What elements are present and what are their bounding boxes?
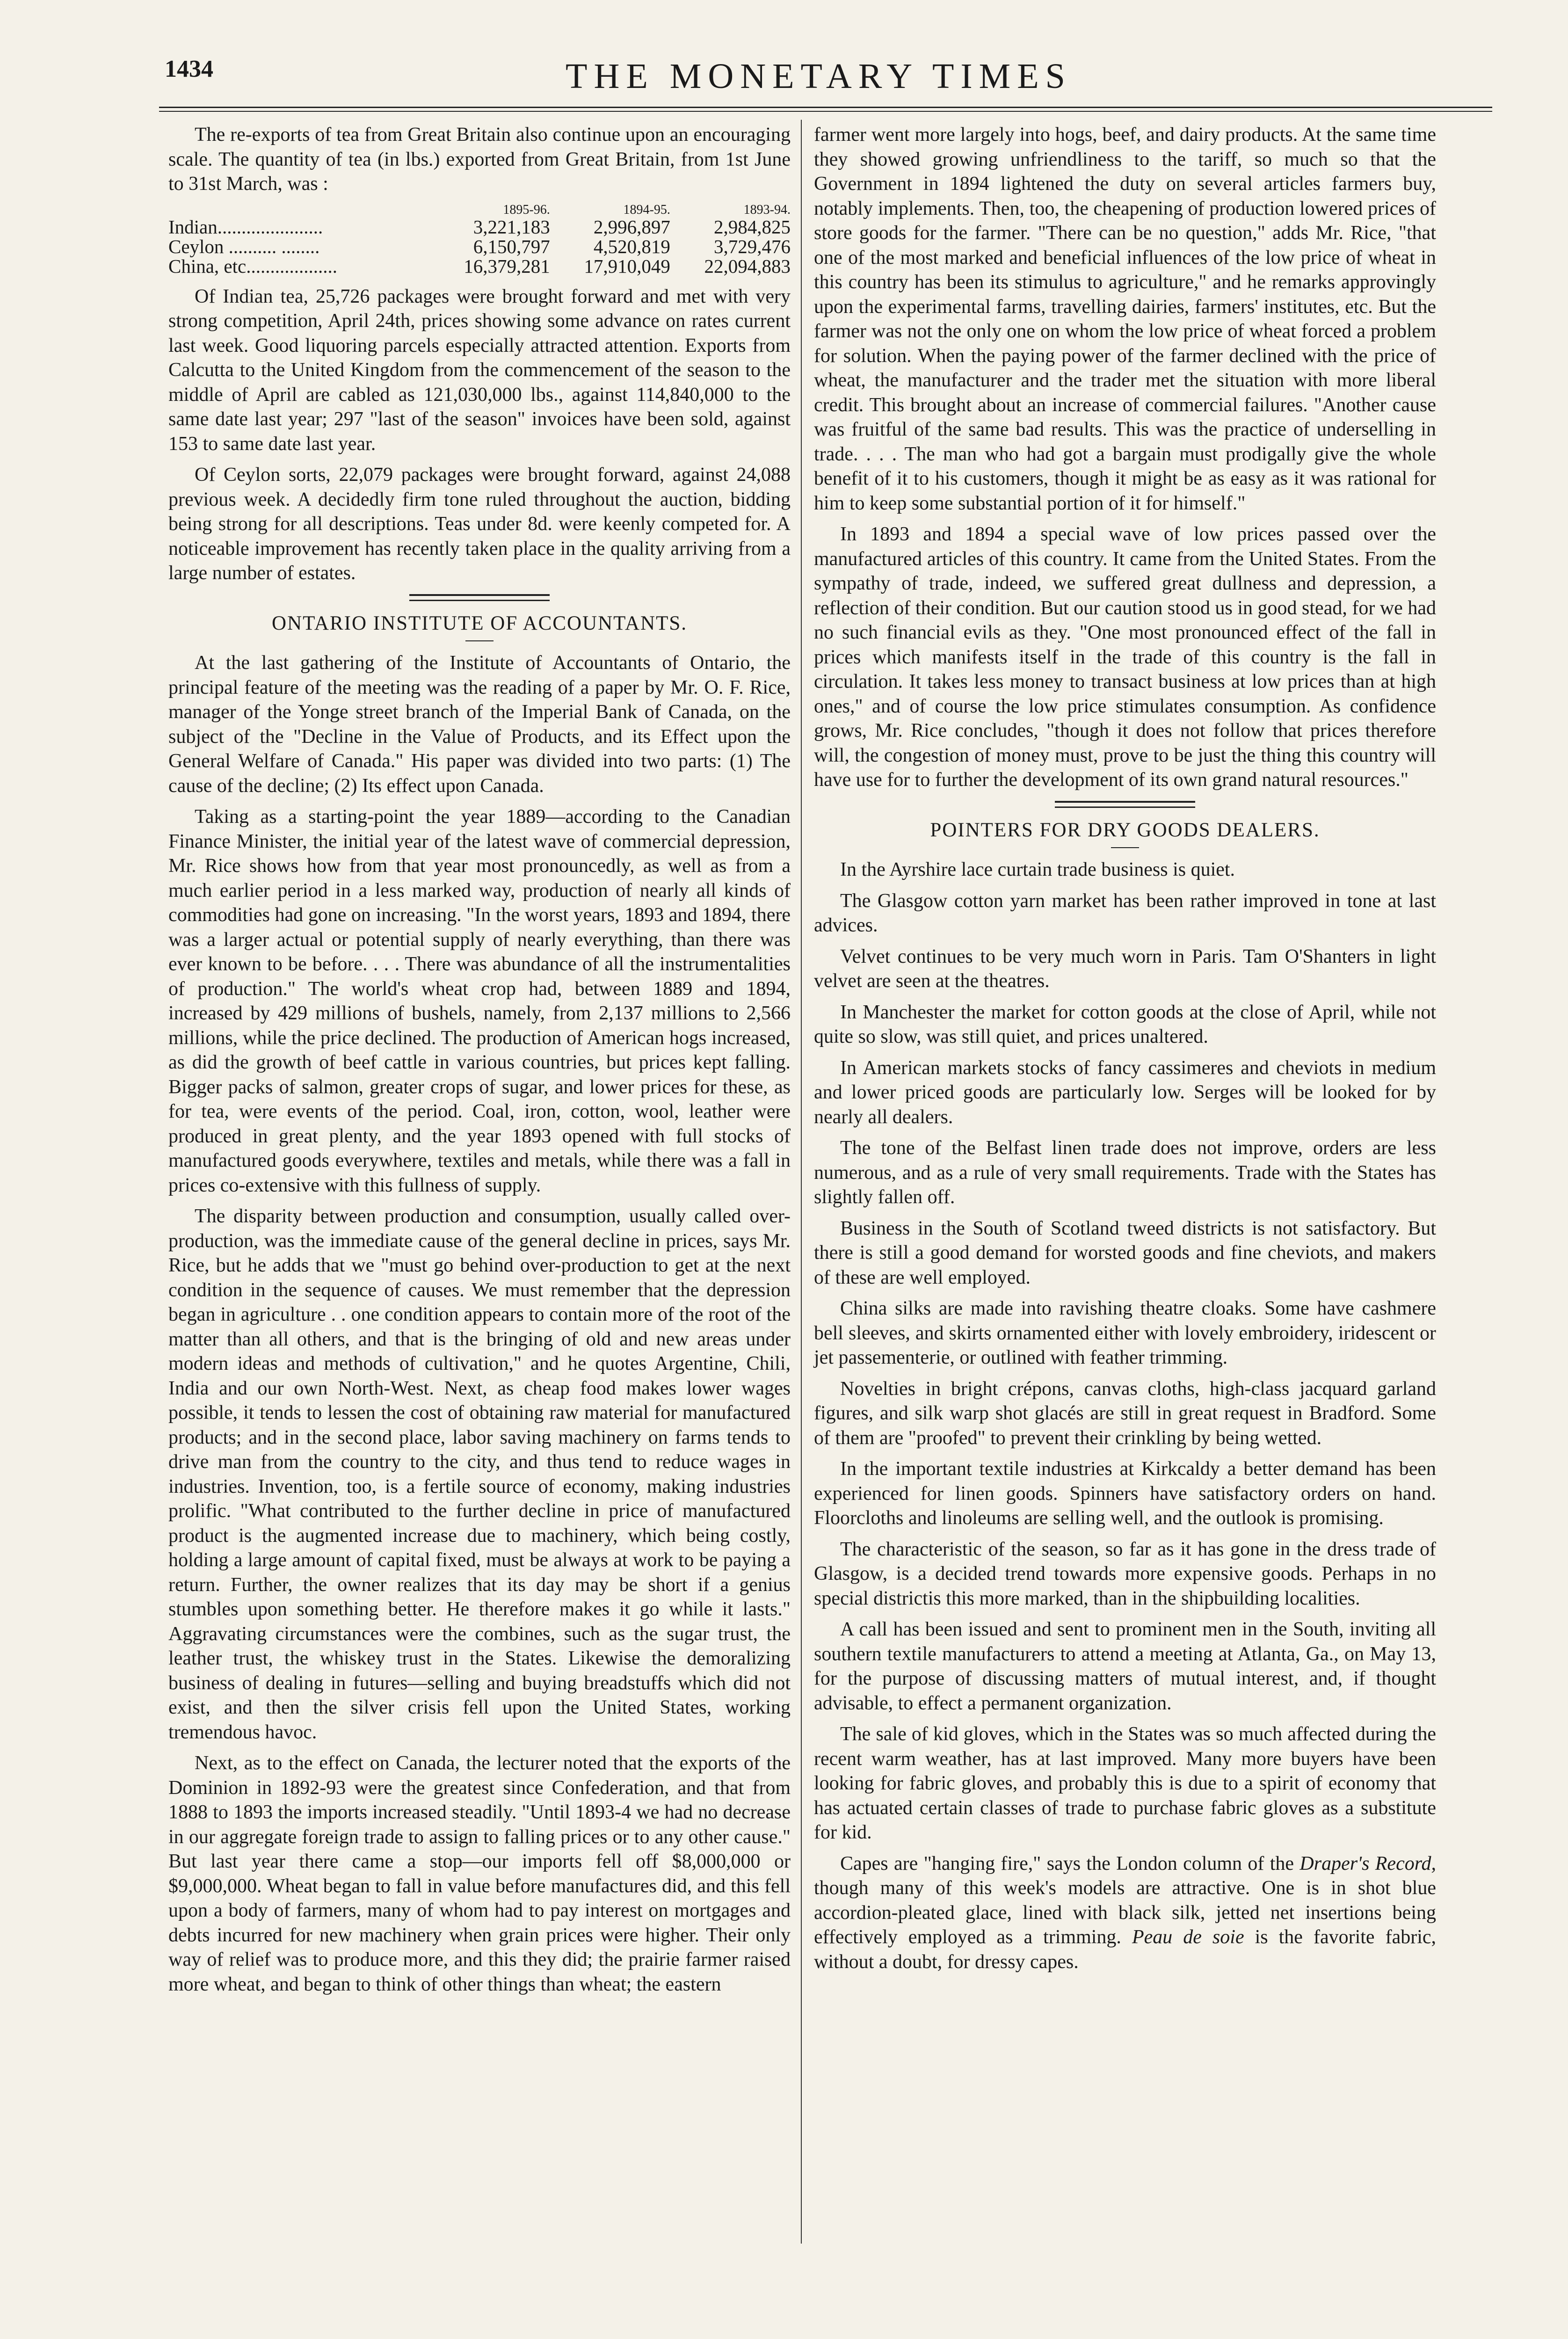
section-divider <box>409 594 550 601</box>
row-label: China, etc................... <box>168 255 337 277</box>
pointer-item: The Glasgow cotton yarn market has been rather improved in tone at last advices. <box>814 890 1436 936</box>
capes-text: is the favorite fabric, without a doubt, for dressy capes. <box>814 1926 1437 1973</box>
section-divider <box>1055 801 1195 808</box>
tea-export-table <box>168 203 791 276</box>
article-paragraph: In 1893 and 1894 a special wave of low prices passed over the manufactured articles of this country. It came from the United States. From the sympathy of trade, indeed, we suffered great dullness and depression, a reflection of their condition. But our caution stood us in good stead, for we had no such financial evils as they. "One most pronounced effect of the fall in prices which manifests itself in the trade of this country is the fall in circulation. It takes less money to transact business at low prices than at high ones," and of course the low price stimulates consumption. As confidence grows, Mr. Rice concludes, "though it does not follow that prices therefore will, the congestion of money must, prove to be just the thing this country will have use for to further the development of its own grand natural resources." <box>814 523 1436 791</box>
article-continuation: farmer went more largely into hogs, beef, and dairy products. At the same time they showed growing unfriendliness to the tariff, so much so that the Government in 1894 lightened the duty on several articles farmers buy, notably implements. Then, too, the cheapening of production lowered prices of store goods for the farmer. "There can be no question," adds Mr. Rice, "that one of the most marked and beneficial influences of the low price of wheat in this country has been its stimulus to agriculture," and he remarks approvingly upon the experimental farms, travelling dairies, farmers' institutes, etc. But the farmer was not the only one on whom the low price of wheat forced a problem for solution. When the paying power of the farmer declined with the price of wheat, the manufacturer and the trader met the situation with more liberal credit. This brought about an increase of commercial failures. "Another cause was fruitful of the same bad results. This was the practice of underselling in trade. . . . The man who had got a bargain must prodigally give the whole benefit of it to his customers, though it might be as easy as it was rational for him to keep some substantial portion of it for himself." <box>814 124 1436 514</box>
table-cell: 3,729,476 <box>714 235 791 257</box>
pointer-item: The characteristic of the season, so far as it has gone in the dress trade of Glasgow, is a decided trend towards more expensive goods. Perhaps in no special districtis this more marked, than in the shipbuilding localities. <box>814 1538 1436 1609</box>
row-label: Ceylon .......... ........ <box>168 235 320 257</box>
short-rule <box>1111 847 1139 848</box>
table-row <box>168 237 791 256</box>
pointer-item: The tone of the Belfast linen trade does not improve, orders are less numerous, and as a rule of very small requirements. Trade with the States has slightly fallen off. <box>814 1137 1436 1208</box>
header-rule <box>159 107 1492 112</box>
table-cell: 17,910,049 <box>584 255 670 277</box>
capes-text: Capes are "hanging fire," says the London column of the <box>840 1852 1300 1874</box>
table-cell: 16,379,281 <box>464 255 550 277</box>
left-column <box>168 123 791 2003</box>
column-header: 1895-96. <box>503 202 550 217</box>
publication-name: Draper's Record, <box>1299 1852 1436 1874</box>
table-cell: 22,094,883 <box>704 255 791 277</box>
tea-intro: The re-exports of tea from Great Britain also continue upon an encouraging scale. The quantity of tea (in lbs.) exported from Great Britain, from 1st June to 31st March, was : <box>168 124 791 195</box>
table-cell: 3,221,183 <box>473 216 550 238</box>
table-cell: 2,984,825 <box>714 216 791 238</box>
fabric-name: Peau de soie <box>1132 1926 1244 1948</box>
pointer-item: In the Ayrshire lace curtain trade business is quiet. <box>840 859 1235 880</box>
pointer-item: In the important textile industries at Kirkcaldy a better demand has been experienced for linen goods. Spinners have satisfactory orders on hand. Floorcloths and linoleums are selling well, and the outlook is promising. <box>814 1458 1436 1529</box>
indian-tea-paragraph: Of Indian tea, 25,726 packages were brought forward and met with very strong competition, April 24th, prices showing some advance on rates current last week. Good liquoring parcels especially attracted attention. Exports from Calcutta to the United Kingdom from the commencement of the season to the middle of April are cabled as 121,030,000 lbs., against 114,840,000 to the same date last year; 297 "last of the season" invoices have been sold, against 153 to same date last year. <box>168 285 791 455</box>
column-header: 1894-95. <box>623 202 670 217</box>
pointer-item-capes <box>814 1852 1436 1975</box>
table-cell: 4,520,819 <box>593 235 670 257</box>
capes-text: though many of this week's models are attractive. One is in shot blue accordion-pleated glace, lined with black silk, jetted net insertions being effectively employed as a trimming. <box>814 1877 1436 1948</box>
table-cell: 2,996,897 <box>593 216 670 238</box>
article-paragraph: At the last gathering of the Institute of Accountants of Ontario, the principal feature of the meeting was the reading of a paper by Mr. O. F. Rice, manager of the Yonge street branch of the Imperial Bank of Canada, on the subject of the "Decline in the Value of Products, and its Effect upon the General Welfare of Canada." His paper was divided into two parts: (1) The cause of the decline; (2) Its effect upon Canada. <box>168 652 791 797</box>
pointer-item: Business in the South of Scotland tweed districts is not satisfactory. But there is still a good demand for worsted goods and fine cheviots, and makers of these are well employed. <box>814 1217 1436 1288</box>
article-paragraph: Next, as to the effect on Canada, the lecturer noted that the exports of the Dominion in 1892-93 were the greatest since Confederation, and that from 1888 to 1893 the imports increased steadily. "Until 1893-4 we had no decrease in our aggregate foreign trade to assign to falling prices or to any other cause." But last year there came a stop—our imports fell off $8,000,000 or $9,000,000. Wheat began to fall in value before manufactures did, and this fell upon a body of farmers, many of whom had to pay interest on mortgages and debts incurred for new machinery when grain prices were higher. Their only way of relief was to produce more, and this they did; the prairie farmer raised more wheat, and began to think of other things than wheat; the eastern <box>168 1752 791 1995</box>
pointer-item: Novelties in bright crépons, canvas cloths, high-class jacquard garland figures, and silk warp shot glacés are still in great request in Bradford. Some of them are "proofed" to prevent their crinkling by being wetted. <box>814 1378 1436 1449</box>
row-label: Indian...................... <box>168 216 323 238</box>
table-row <box>168 256 791 276</box>
section-heading-accountants: ONTARIO INSTITUTE OF ACCOUNTANTS. <box>271 612 688 634</box>
table-header-row <box>168 203 791 217</box>
page-number: 1434 <box>165 56 213 82</box>
column-header: 1893-94. <box>743 202 791 217</box>
article-paragraph: Taking as a starting-point the year 1889—according to the Canadian Finance Minister, the initial year of the latest wave of commercial depression, Mr. Rice shows how from that year most pronouncedly, as well as from a much earlier period in a less marked way, production of nearly all kinds of commodities had gone on increasing. "In the worst years, 1893 and 1894, there was a larger actual or potential supply of nearly everything, than there was ever known to be before. . . . There was abundance of all the instrumentalities of production." The world's wheat crop had, between 1889 and 1894, increased by 429 millions of bushels, namely, from 2,137 millions to 2,566 millions, while the price declined. The production of American hogs increased, as did the growth of beef cattle in various countries, but prices kept falling. Bigger packs of salmon, greater crops of sugar, and lower prices for these, as for tea, were events of the period. Coal, iron, cotton, wool, leather were produced in great plenty, and the year 1893 opened with full stocks of manufactured goods everywhere, textiles and metals, while there was a fall in prices co-extensive with this fullness of supply. <box>168 806 791 1196</box>
pointer-item: China silks are made into ravishing theatre cloaks. Some have cashmere bell sleeves, and skirts ornamented either with lovely embroidery, iridescent or jet passementerie, or outlined with feather trimming. <box>814 1298 1436 1368</box>
article-paragraph: The disparity between production and consumption, usually called over-production, was the immediate cause of the general decline in prices, says Mr. Rice, but he adds that we "must go behind over-production to get at the next condition in the sequence of causes. We must remember that the depression began in agriculture . . one condition appears to contain more of the root of the matter than all others, and that is the bringing of old and new areas under modern ideas and methods of cultivation," and he quotes Argentine, Chili, India and our own North-West. Next, as cheap food makes lower wages possible, it tends to lessen the cost of obtaining raw material for manufactured products; and in the second place, labor saving machinery on farms tends to drive man from the country to the city, and thus tend to reduce wages in industries. Invention, too, is a fertile source of economy, making industries prolific. "What contributed to the further decline in price of manufactured product is the augmented increase due to machinery, which being costly, holding a large amount of capital fixed, must be always at work to be paying a return. Further, the owner realizes that its day may be short if a genius stumbles upon something better. He therefore makes it go while it lasts." Aggravating circumstances were the combines, such as the sugar trust, the leather trust, the whiskey trust in the States. Likewise the demoralizing business of dealing in futures—selling and buying breadstuffs which did not exist, and then the silver crisis fell upon the United States, working tremendous havoc. <box>168 1206 791 1743</box>
table-cell: 6,150,797 <box>473 235 550 257</box>
column-divider <box>801 120 802 2244</box>
section-heading-dry-goods: POINTERS FOR DRY GOODS DEALERS. <box>930 819 1320 841</box>
pointer-item: A call has been issued and sent to prominent men in the South, inviting all southern textile manufacturers to attend a meeting at Atlanta, Ga., on May 13, for the purpose of discussing matters of mutual interest, and, if thought advisable, to effect a permanent organization. <box>814 1619 1436 1714</box>
masthead-title: THE MONETARY TIMES <box>566 57 1072 96</box>
pointer-item: Velvet continues to be very much worn in Paris. Tam O'Shanters in light velvet are seen at the theatres. <box>814 945 1436 992</box>
short-rule <box>465 640 494 641</box>
table-row <box>168 217 791 237</box>
pointer-item: In Manchester the market for cotton goods at the close of April, while not quite so slow, was still quiet, and prices unaltered. <box>814 1001 1436 1047</box>
right-column <box>814 123 1436 1981</box>
ceylon-tea-paragraph: Of Ceylon sorts, 22,079 packages were brought forward, against 24,088 previous week. A decidedly firm tone ruled throughout the auction, bidding being strong for all descriptions. Teas under 8d. were keenly competed for. A noticeable improvement has recently taken place in the quality arriving from a large number of estates. <box>168 464 791 584</box>
pointer-item: The sale of kid gloves, which in the States was so much affected during the recent warm weather, has at last improved. Many more buyers have been looking for fabric gloves, and probably this is due to a spirit of economy that has actuated certain classes of trade to purchase fabric gloves as a substitute for kid. <box>814 1723 1436 1843</box>
pointer-item: In American markets stocks of fancy cassimeres and cheviots in medium and lower priced goods are particularly low. Serges will be looked for by nearly all dealers. <box>814 1057 1436 1128</box>
